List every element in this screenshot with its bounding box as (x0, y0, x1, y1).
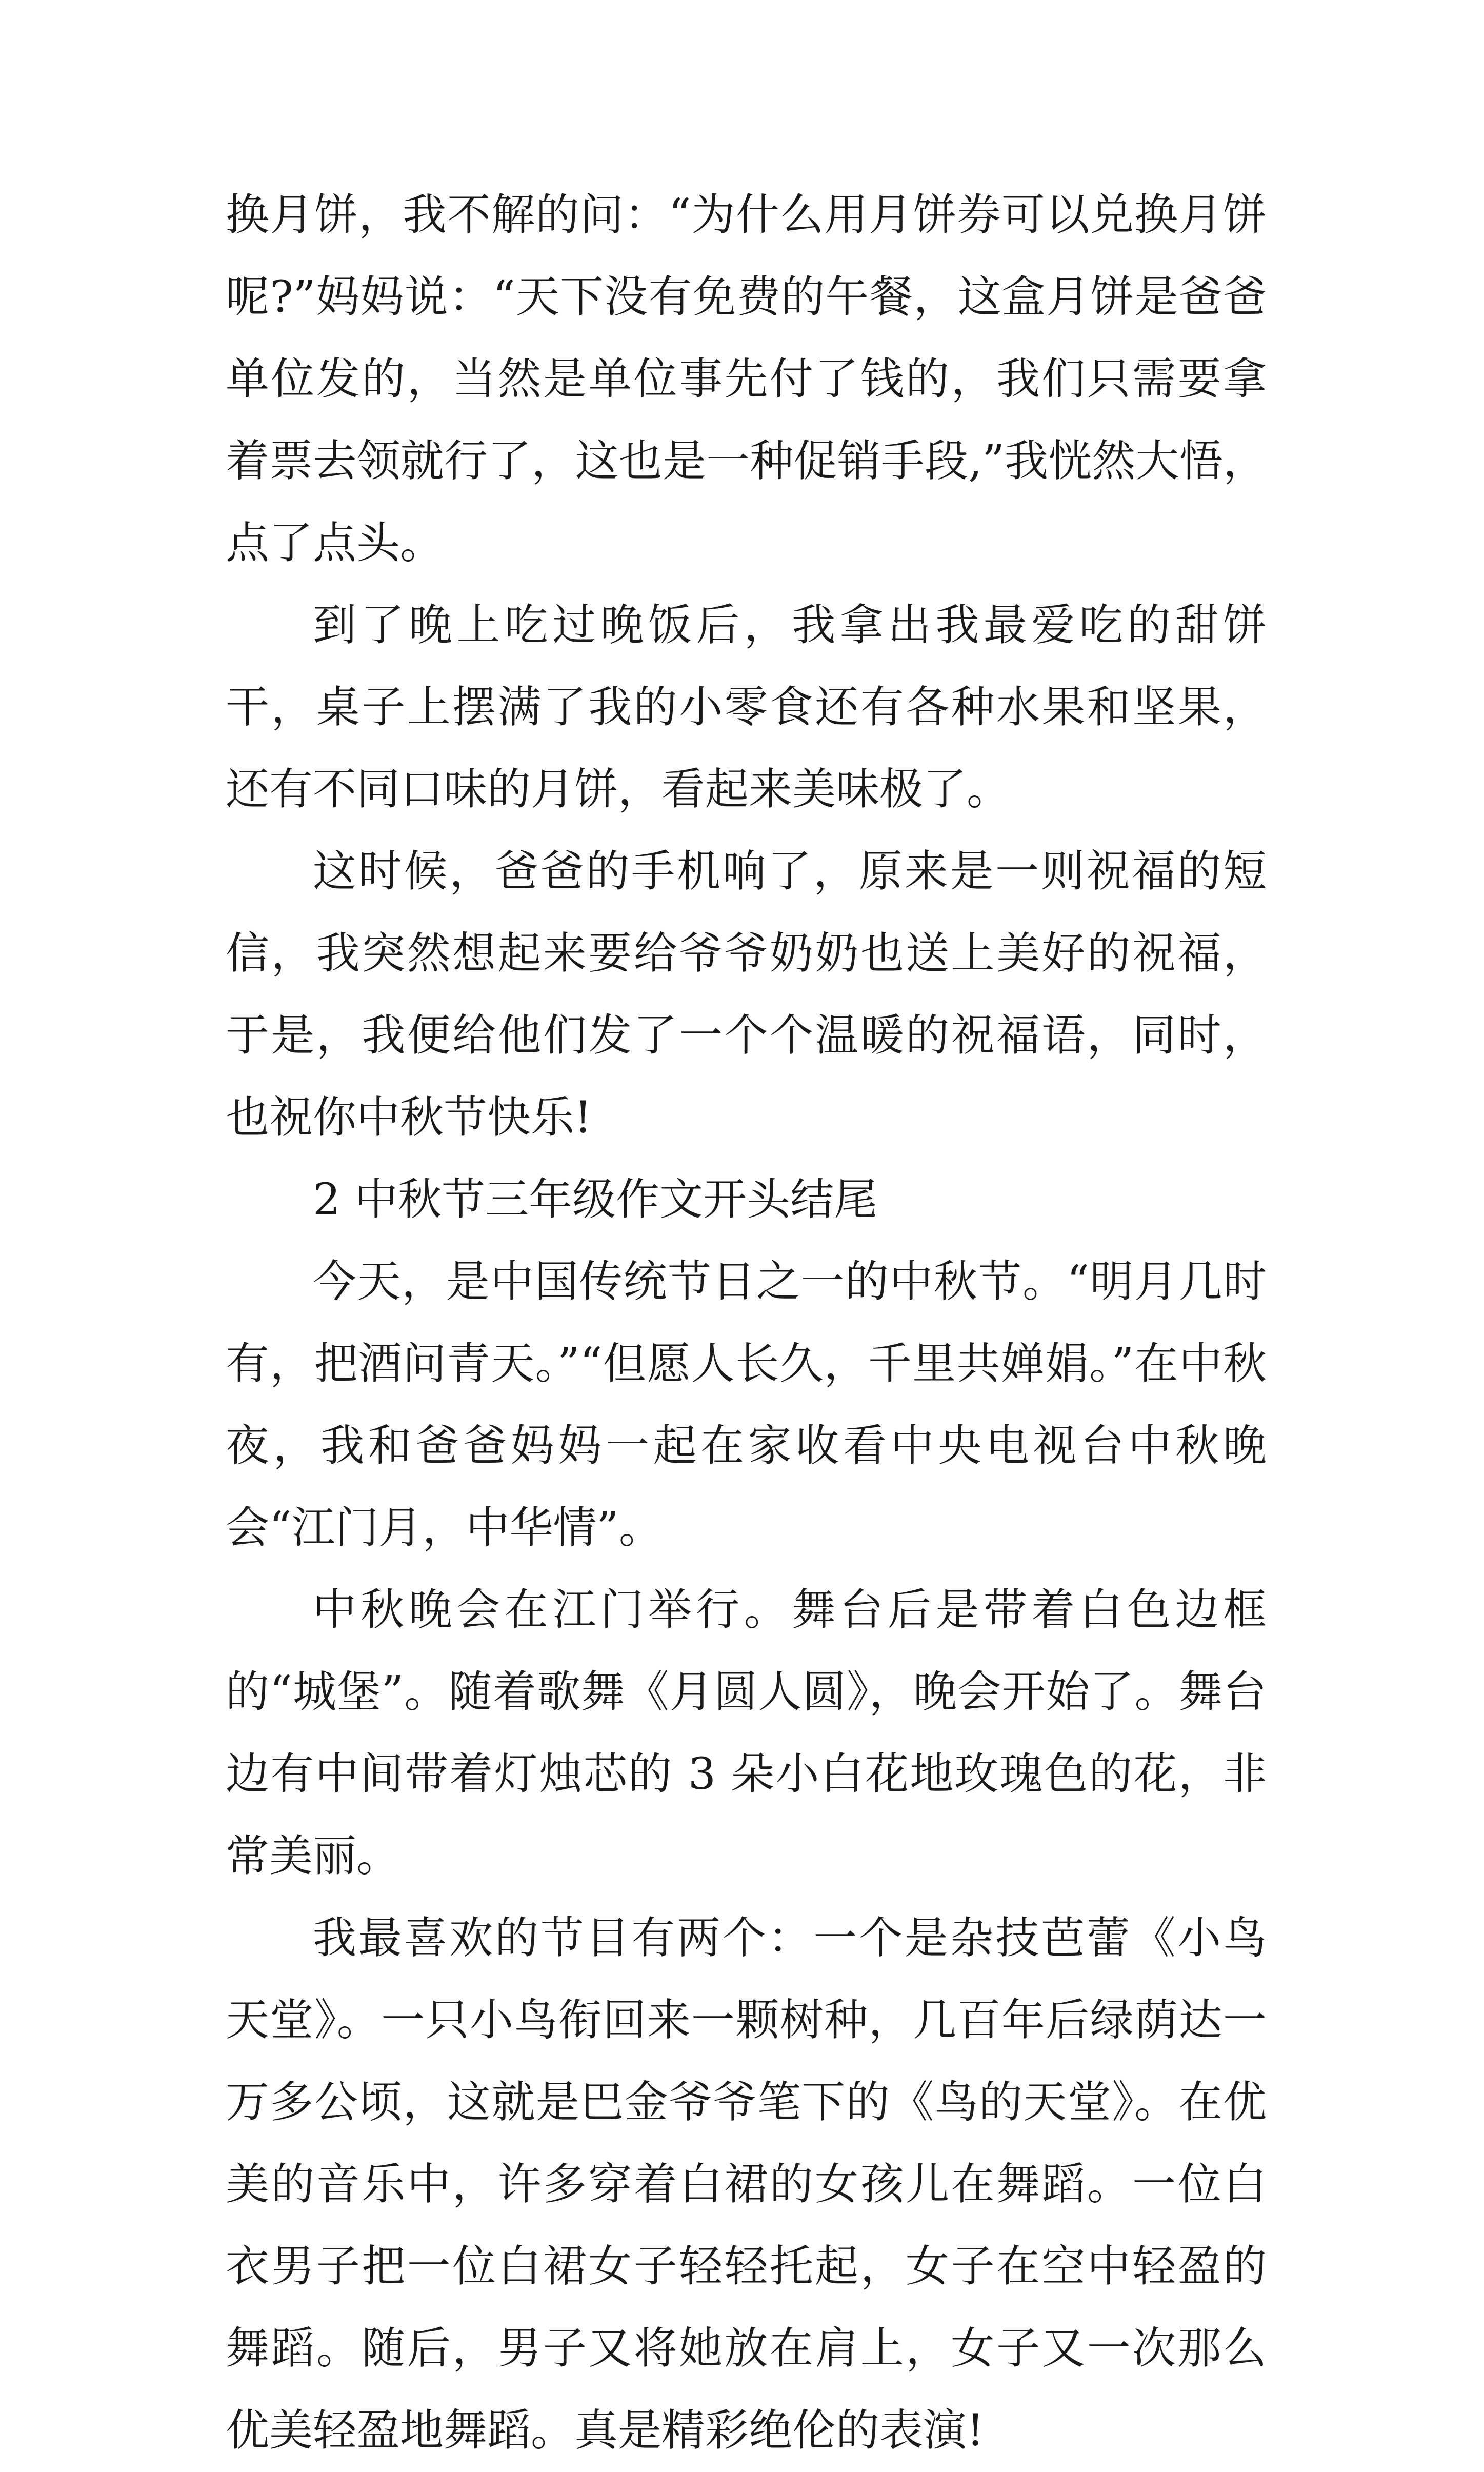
section-heading: 2 中秋节三年级作文开头结尾 (313, 1174, 878, 1225)
document-body (226, 174, 1267, 2472)
paragraph-7: 我最喜欢的节目有两个：一个是杂技芭蕾《小鸟天堂》。一只小鸟衔回来一颗树种，几百年后绿荫达一万多公顷，这就是巴金爷爷笔下的《鸟的天堂》。在优美的音乐中，许多穿着白裙的女孩儿在舞蹈。一位白衣男子把一位白裙女子轻轻托起，女子在空中轻盈的舞蹈。随后，男子又将她放在肩上，女子又一次那么优美轻盈地舞蹈。真是精彩绝伦的表演! (226, 1913, 1267, 2456)
paragraph-3: 这时候，爸爸的手机响了，原来是一则祝福的短信，我突然想起来要给爷爷奶奶也送上美好的祝福，于是，我便给他们发了一个个温暖的祝福语，同时，也祝你中秋节快乐! (226, 846, 1267, 1143)
paragraph-5: 今天，是中国传统节日之一的中秋节。“明月几时有，把酒问青天。”“但愿人长久，千里共婵娟。”在中秋夜，我和爸爸妈妈一起在家收看中央电视台中秋晚会“江门月，中华情”。 (226, 1257, 1267, 1553)
paragraph-2: 到了晚上吃过晚饭后，我拿出我最爱吃的甜饼干，桌子上摆满了我的小零食还有各种水果和坚果，还有不同口味的月饼，看起来美味极了。 (226, 600, 1267, 815)
paragraph-1: 换月饼，我不解的问：“为什么用月饼券可以兑换月饼呢?”妈妈说：“天下没有免费的午餐，这盒月饼是爸爸单位发的，当然是单位事先付了钱的，我们只需要拿着票去领就行了，这也是一种促销手段,”我恍然大悟，点了点头。 (226, 190, 1267, 569)
paragraph-6: 中秋晚会在江门举行。舞台后是带着白色边框的“城堡”。随着歌舞《月圆人圆》，晚会开始了。舞台边有中间带着灯烛芯的 3 朵小白花地玫瑰色的花，非常美丽。 (226, 1585, 1267, 1882)
